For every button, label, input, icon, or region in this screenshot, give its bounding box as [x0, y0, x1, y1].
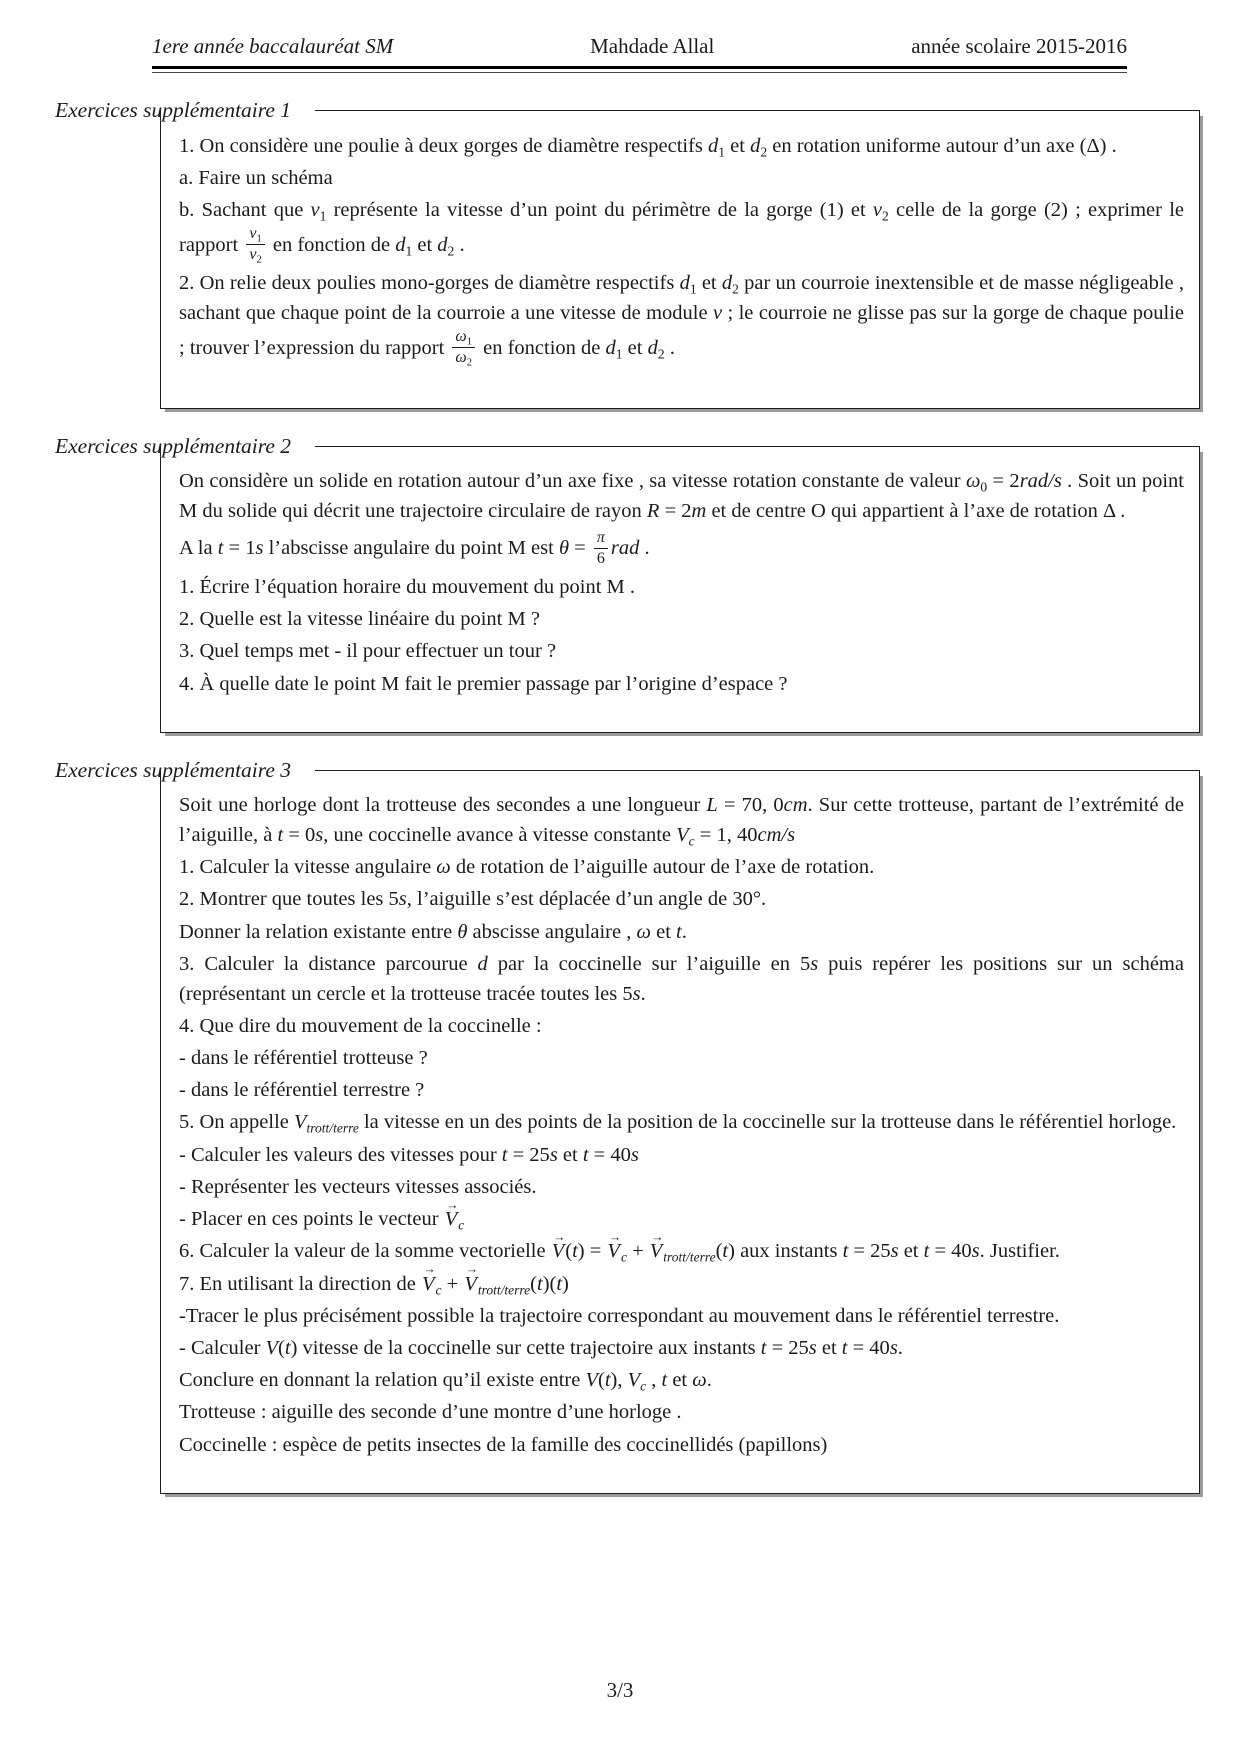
math-text: L — [706, 794, 718, 817]
math-text: v — [310, 198, 320, 221]
header-course: 1ere année baccalauréat SM — [152, 34, 394, 58]
math-text: t — [217, 537, 224, 560]
subscript: 1 — [256, 233, 262, 245]
math-text: ω — [692, 1369, 707, 1392]
vector-symbol: V → — [551, 1237, 566, 1267]
paragraph — [179, 637, 1184, 667]
subscript: 2 — [447, 243, 455, 259]
paragraph — [179, 1141, 1184, 1171]
math-text: d — [647, 336, 658, 359]
text-run: = 25 — [848, 1240, 891, 1263]
math-text: t — [284, 1336, 291, 1359]
text-run: = 1 — [223, 537, 256, 560]
paragraph — [179, 1431, 1184, 1461]
text-run: et de centre O qui appartient à l’axe de rotation Δ . — [706, 500, 1126, 523]
text-run: celle de la gorge (2) ; exprimer le rapport — [179, 198, 1184, 256]
vector — [551, 1240, 566, 1262]
math-text: cm — [783, 794, 808, 817]
text-run: 6. Calculer la valeur de la somme vectorielle — [179, 1240, 551, 1263]
text-run: et — [725, 134, 751, 157]
vector — [463, 1273, 530, 1295]
text-run: . — [454, 233, 465, 256]
text-run: 4. Que dire du mouvement de la coccinelle : — [179, 1014, 542, 1037]
math-text: t — [842, 1240, 849, 1263]
text-run: . — [640, 982, 646, 1005]
vector-symbol: V → — [649, 1237, 664, 1267]
paragraph — [179, 1012, 1184, 1042]
text-run: a. Faire un schéma — [179, 166, 333, 189]
paragraph — [179, 573, 1184, 603]
paragraph — [179, 1044, 1184, 1074]
header-author: Mahdade Allal — [590, 34, 715, 58]
paragraph — [179, 1108, 1184, 1138]
section-exercise-3 — [55, 754, 1200, 1494]
vector-subscript: trott/terre — [477, 1281, 531, 1297]
math-text: v — [872, 198, 882, 221]
math-text: v — [249, 225, 257, 243]
paragraph — [179, 1205, 1184, 1235]
fraction — [246, 224, 264, 265]
paragraph — [179, 885, 1184, 915]
subscript: c — [640, 1378, 647, 1394]
text-run: et — [412, 233, 438, 256]
text-run: = 40 — [929, 1240, 972, 1263]
text-run: )( — [542, 1272, 557, 1295]
math-text: t — [722, 1240, 729, 1263]
math-text: s — [971, 1240, 980, 1263]
math-text: t — [841, 1336, 848, 1359]
text-run: ), — [610, 1369, 628, 1392]
subscript: 2 — [882, 208, 889, 224]
paragraph — [179, 467, 1184, 526]
paragraph — [179, 1237, 1184, 1267]
page-number: 3/3 — [606, 1678, 634, 1702]
vector-subscript: c — [458, 1217, 465, 1233]
math-text: ω — [965, 470, 981, 493]
paragraph — [179, 670, 1184, 700]
section-2-title: Exercices supplémentaire 2 — [55, 433, 292, 458]
text-run: 1. Écrire l’équation horaire du mouvement du point M . — [179, 575, 636, 598]
text-run: ) — [728, 1240, 735, 1263]
math-text: t — [676, 920, 682, 943]
math-text: θ — [457, 920, 468, 943]
math-text: d — [679, 272, 690, 295]
math-text: ω — [636, 920, 651, 943]
text-run: = 1, 40 — [694, 823, 758, 846]
text-run: 2. On relie deux poulies mono-gorges de diamètre respectifs — [179, 272, 680, 295]
text-run: Donner la relation existante entre — [179, 920, 458, 943]
subscript: 2 — [732, 281, 739, 297]
math-text: d — [605, 336, 616, 359]
text-run: et — [650, 920, 677, 943]
vector-subscript: c — [435, 1281, 442, 1297]
text-run: . Justifier. — [979, 1240, 1060, 1263]
text-run: = 25 — [507, 1143, 550, 1166]
text-run: par la coccinelle sur l’aiguille en 5 — [487, 952, 811, 975]
text-run: , l’aiguille s’est déplacée d’un angle de 30°. — [406, 888, 767, 911]
text-run: ; le courroie ne glisse pas sur la gorge de chaque poulie ; trouver l’expression du rapport — [179, 301, 1184, 359]
math-text: V — [265, 1336, 279, 1359]
text-run: . Sur cette trotteuse, partant de l’extrémité de l’aiguille, à — [179, 794, 1184, 846]
text-run: b. Sachant que — [179, 198, 311, 221]
paragraph — [179, 1398, 1184, 1428]
text-run: ( — [597, 1369, 605, 1392]
vector — [649, 1240, 716, 1265]
text-run: 2. Quelle est la vitesse linéaire du point M ? — [179, 608, 540, 631]
header-rule — [152, 66, 1127, 73]
text-run: . — [639, 537, 650, 560]
text-run: - dans le référentiel terrestre ? — [179, 1079, 425, 1102]
math-text: d — [437, 233, 448, 256]
header-year: année scolaire 2015-2016 — [911, 34, 1127, 58]
math-text: rad — [610, 537, 640, 560]
fraction — [594, 528, 608, 569]
subscript: 2 — [657, 346, 665, 362]
vector-symbol: V → — [444, 1205, 459, 1235]
text-run: -Tracer le plus précisément possible la trajectoire correspondant au mouvement dans le référentiel terrestre. — [179, 1304, 1060, 1327]
text-run: On considère un solide en rotation autour d’un axe fixe , sa vitesse rotation constante de valeur — [179, 470, 966, 493]
text-run: . Soit un point M du solide qui décrit une trajectoire circulaire de rayon — [179, 470, 1185, 523]
text-run: abscisse angulaire , — [467, 920, 637, 943]
math-text: θ — [558, 537, 570, 560]
section-1-box — [160, 111, 1200, 409]
text-run: Conclure en donnant la relation qu’il existe entre — [179, 1369, 586, 1392]
paragraph — [179, 1270, 1184, 1300]
section-3-rule — [315, 770, 1200, 771]
text-run: ) — [562, 1272, 569, 1295]
math-text: t — [582, 1143, 589, 1166]
math-text: rad/s — [1019, 470, 1062, 493]
text-run: et — [898, 1240, 924, 1263]
text-run: . — [664, 336, 675, 359]
math-text: t — [501, 1143, 508, 1166]
math-text: t — [277, 823, 284, 846]
subscript: c — [688, 833, 695, 849]
text-run: - Calculer les valeurs des vitesses pour — [179, 1143, 502, 1166]
text-run: 1. Calculer la vitesse angulaire — [179, 856, 437, 879]
paragraph — [179, 853, 1184, 883]
paragraph — [179, 1076, 1184, 1106]
vector-symbol: V → — [421, 1270, 436, 1300]
paragraph — [179, 196, 1184, 267]
math-text: s — [889, 1336, 898, 1359]
paragraph — [179, 529, 1184, 570]
text-run: = 40 — [588, 1143, 631, 1166]
text-run: et — [667, 1369, 693, 1392]
text-run: de rotation de l’aiguille autour de l’axe de rotation. — [450, 856, 875, 879]
text-run: ( — [278, 1336, 285, 1359]
paragraph — [179, 132, 1184, 162]
subscript: 1 — [319, 208, 327, 224]
fraction — [452, 327, 475, 368]
math-text: ω — [455, 327, 467, 345]
text-run: - Placer en ces points le vecteur — [179, 1208, 444, 1231]
math-text: m — [691, 500, 707, 523]
paragraph — [179, 164, 1184, 194]
vector-symbol: V → — [606, 1237, 621, 1267]
text-run: la vitesse en un des points de la position de la coccinelle sur la trotteuse dans le référentiel horloge. — [358, 1111, 1177, 1134]
section-exercise-2 — [55, 430, 1200, 733]
vector — [421, 1273, 442, 1295]
subscript: 1 — [689, 281, 697, 297]
text-run: 5. On appelle — [179, 1111, 294, 1134]
text-run: et — [816, 1336, 842, 1359]
math-text: R — [646, 500, 660, 523]
text-run: 3. Calculer la distance parcourue — [179, 952, 478, 975]
text-run: 3. Quel temps met - il pour effectuer un tour ? — [179, 640, 557, 663]
math-text: t — [536, 1272, 543, 1295]
math-text: s — [398, 888, 407, 911]
vector — [606, 1240, 627, 1265]
subscript: 2 — [256, 254, 262, 266]
text-run: représente la vitesse d’un point du périmètre de la gorge (1) et — [326, 198, 873, 221]
paragraph — [179, 1366, 1184, 1396]
text-run: 1. On considère une poulie à deux gorges de diamètre respectifs — [179, 134, 709, 157]
math-text: V — [627, 1369, 641, 1392]
text-run: , une coccinelle avance à vitesse constante — [323, 823, 677, 846]
text-run: et — [622, 336, 648, 359]
paragraph — [179, 950, 1184, 1009]
text-run: = 40 — [847, 1336, 890, 1359]
text-run: Soit une horloge dont la trotteuse des secondes a une longueur — [179, 794, 707, 817]
text-run: 4. À quelle date le point M fait le premier passage par l’origine d’espace ? — [179, 672, 788, 695]
math-text: s — [549, 1143, 558, 1166]
section-2-box — [160, 447, 1200, 733]
subscript: 1 — [615, 346, 623, 362]
math-text: d — [395, 233, 406, 256]
paragraph — [179, 1334, 1184, 1364]
math-text: t — [604, 1369, 611, 1392]
math-text: t — [923, 1240, 930, 1263]
subscript: 1 — [405, 243, 413, 259]
math-text: V — [294, 1111, 307, 1134]
text-run: et — [696, 272, 722, 295]
section-1-title: Exercices supplémentaire 1 — [55, 98, 292, 122]
math-text: d — [477, 952, 488, 975]
math-text: v — [712, 301, 723, 324]
math-text: V — [676, 823, 689, 846]
subscript: 1 — [466, 336, 472, 348]
text-run: - dans le référentiel trotteuse ? — [179, 1046, 428, 1069]
vector-symbol: V → — [463, 1270, 478, 1300]
math-text: v — [249, 246, 257, 264]
text-run: 6 — [596, 549, 605, 567]
text-run: 2. Montrer que toutes les 5 — [179, 888, 399, 911]
math-text: ω — [455, 348, 467, 366]
text-run: en fonction de — [478, 336, 606, 359]
paragraph — [179, 791, 1184, 850]
math-text: d — [708, 134, 719, 157]
text-run: - Représenter les vecteurs vitesses associés. — [179, 1175, 537, 1198]
text-run: = — [569, 537, 591, 560]
text-run: par un courroie inextensible et de masse négligeable , sachant que chaque point de la courroie a une vitesse de module — [179, 272, 1184, 324]
text-run: . — [681, 920, 687, 943]
math-text: s — [810, 952, 819, 975]
paragraph — [179, 918, 1184, 948]
text-run: = 0 — [283, 823, 316, 846]
section-2-rule — [315, 446, 1200, 447]
text-run: = 2 — [987, 470, 1020, 493]
text-run: puis repérer les positions sur un schéma (représentant un cercle et la trotteuse tracée toutes les 5 — [179, 952, 1184, 1005]
text-run: . — [706, 1369, 712, 1392]
text-run: Trotteuse : aiguille des seconde d’une montre d’une horloge . — [179, 1401, 682, 1424]
math-text: d — [750, 134, 761, 157]
section-exercise-1 — [55, 94, 1200, 409]
math-text: t — [556, 1272, 563, 1295]
paragraph — [179, 1302, 1184, 1332]
paragraph — [179, 269, 1184, 369]
paragraph — [179, 1173, 1184, 1203]
math-text: ω — [436, 856, 451, 879]
text-run: ( — [715, 1240, 723, 1263]
math-text: s — [890, 1240, 899, 1263]
text-run: = 25 — [766, 1336, 809, 1359]
text-run: , — [646, 1369, 662, 1392]
vector-subscript: trott/terre — [663, 1249, 716, 1265]
subscript: 2 — [760, 143, 768, 159]
text-run: en fonction de — [267, 233, 396, 256]
section-3-title: Exercices supplémentaire 3 — [55, 757, 292, 782]
text-run: 7. En utilisant la direction de — [179, 1272, 421, 1295]
math-text: t — [572, 1240, 578, 1263]
text-run: Coccinelle : espèce de petits insectes de la famille des coccinellidés (papillons) — [179, 1433, 828, 1456]
text-run: ) vitesse de la coccinelle sur cette trajectoire aux instants — [290, 1336, 761, 1359]
text-run: aux instants — [734, 1240, 843, 1263]
math-text: d — [721, 272, 733, 295]
text-run: = 2 — [659, 500, 692, 523]
vector-subscript: c — [620, 1249, 627, 1265]
vector — [444, 1208, 465, 1233]
subscript: 0 — [980, 479, 988, 495]
text-run: ) = — [577, 1240, 607, 1263]
document-header — [152, 34, 1127, 59]
math-text: s — [255, 537, 264, 560]
text-run: ( — [530, 1272, 537, 1295]
text-run: en rotation uniforme autour d’un axe (Δ) . — [767, 134, 1117, 157]
math-text: s — [315, 823, 324, 846]
math-text: s — [630, 1143, 639, 1166]
text-run: + — [626, 1240, 649, 1263]
text-run: = 70, 0 — [717, 794, 784, 817]
math-text: s — [808, 1336, 817, 1359]
math-text: t — [661, 1369, 668, 1392]
math-text: s — [632, 982, 641, 1005]
text-run: . — [897, 1336, 903, 1359]
math-text: cm/s — [757, 823, 796, 846]
subscript: 2 — [466, 357, 472, 369]
section-3-box — [160, 771, 1200, 1494]
paragraph — [179, 605, 1184, 635]
subscript: trott/terre — [306, 1120, 359, 1136]
text-run: l’abscisse angulaire du point M est — [263, 537, 559, 560]
text-run: et — [557, 1143, 583, 1166]
math-text: V — [585, 1369, 598, 1392]
text-run: ( — [565, 1240, 573, 1263]
section-1-rule — [315, 110, 1200, 111]
subscript: 1 — [718, 143, 726, 159]
text-run: - Calculer — [179, 1336, 266, 1359]
math-text: t — [760, 1336, 767, 1359]
math-text: π — [596, 528, 605, 546]
text-run: A la — [179, 537, 218, 560]
text-run: + — [441, 1272, 464, 1295]
